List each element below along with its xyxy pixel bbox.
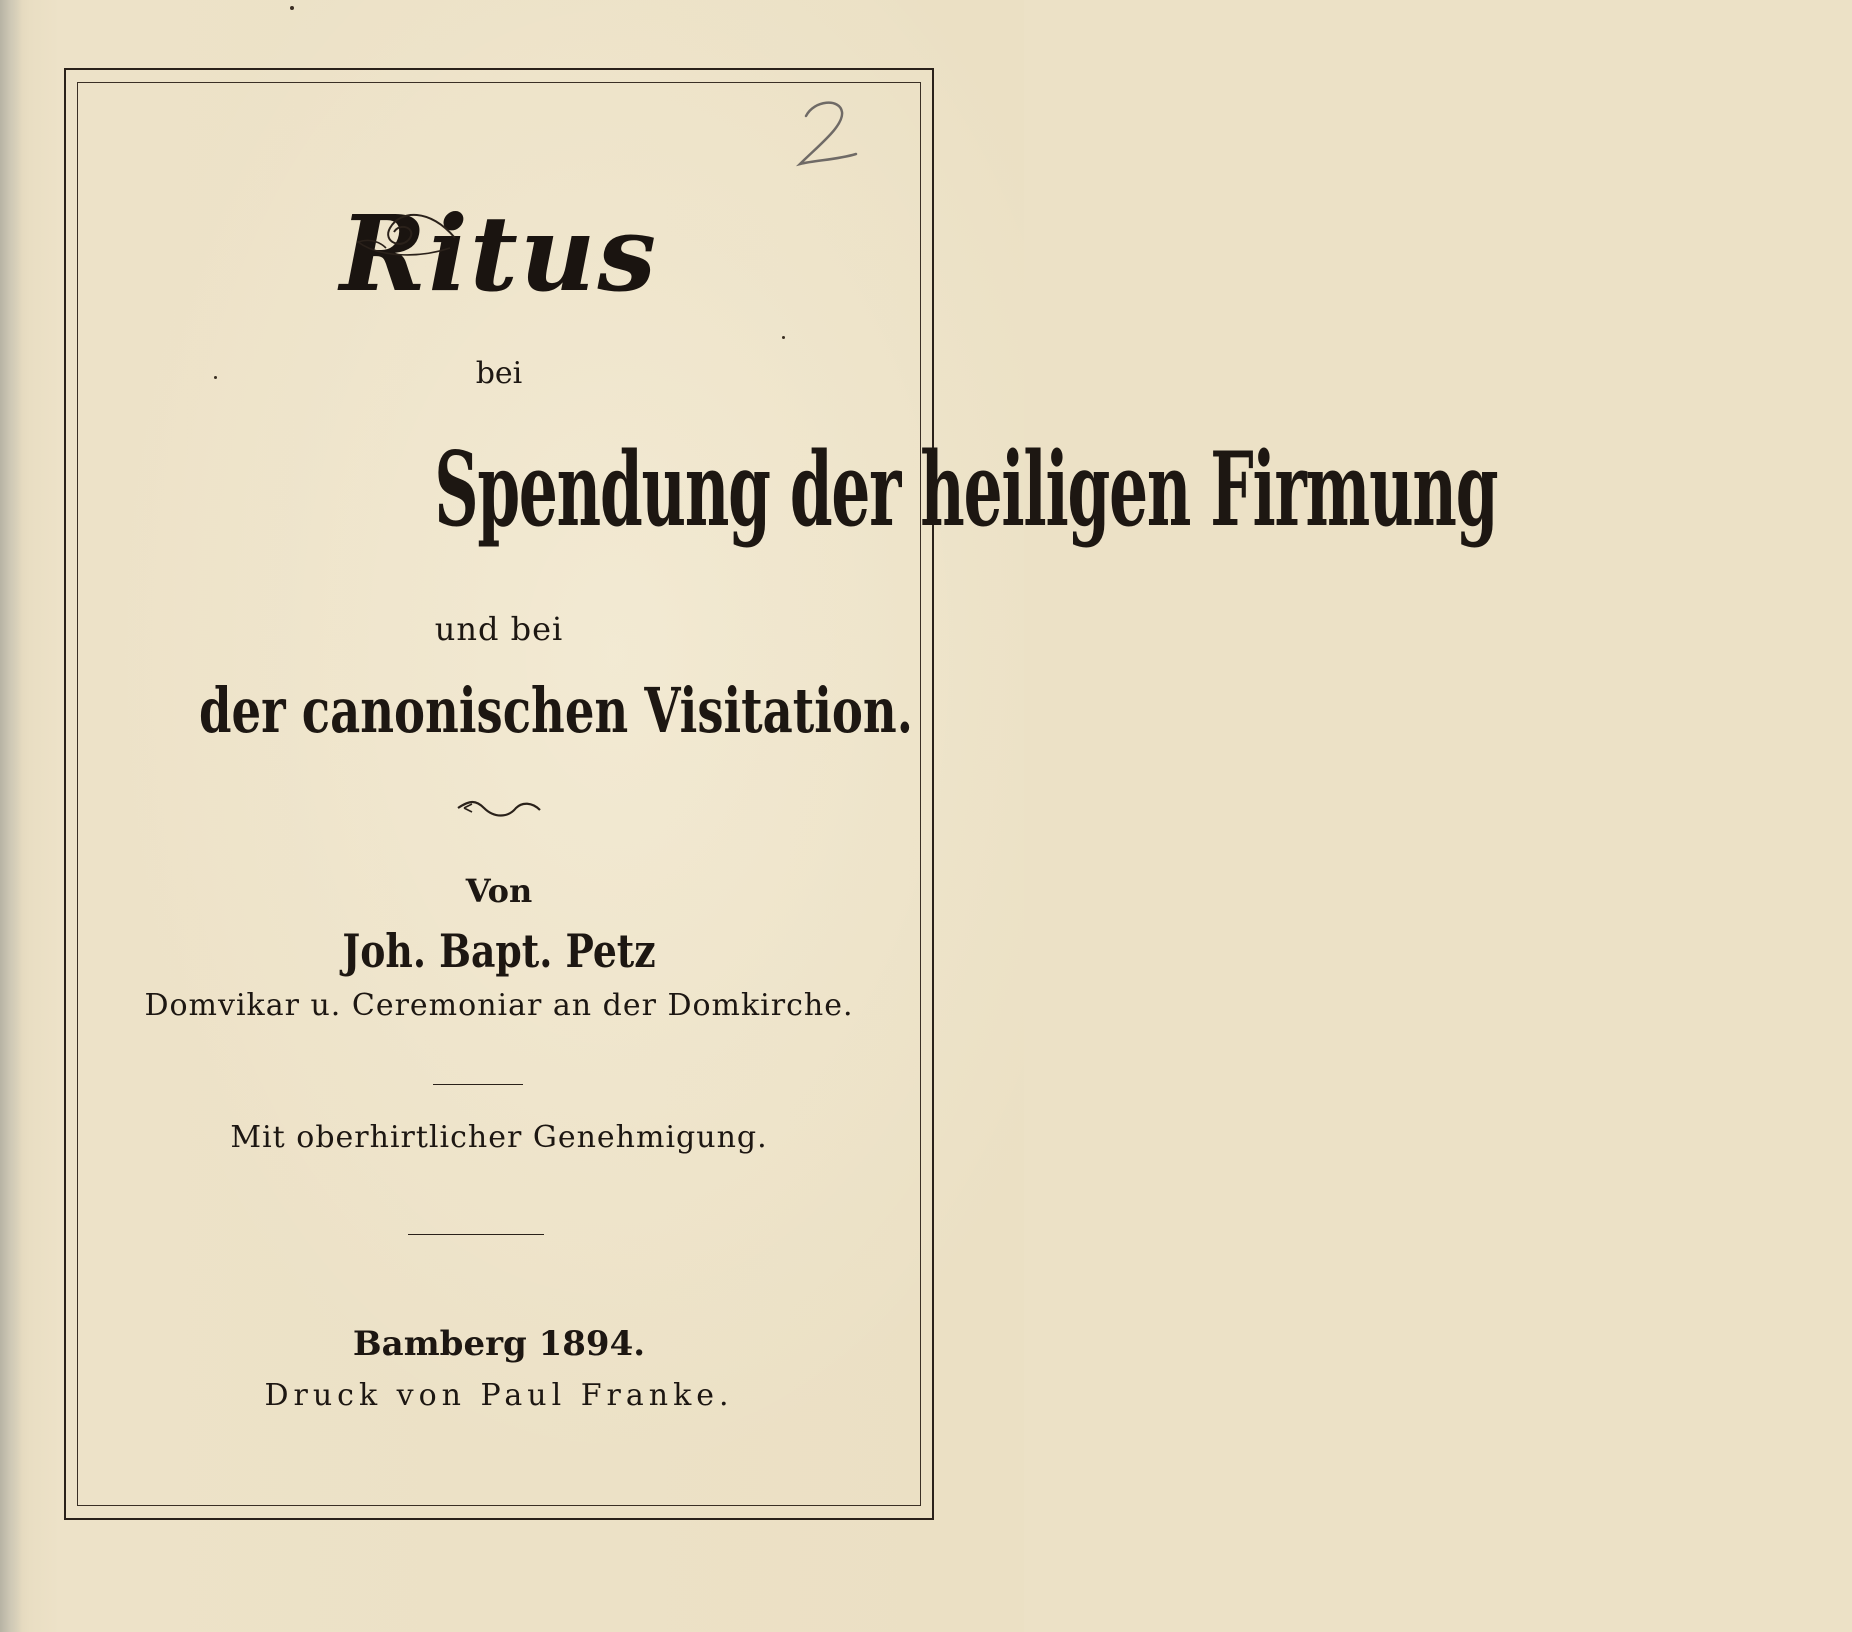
connector-bei: bei xyxy=(475,356,523,391)
subtitle xyxy=(80,674,918,747)
paper-speck xyxy=(782,336,785,339)
imprint-printer: Druck von Paul Franke. xyxy=(264,1378,734,1413)
author-affiliation: Domvikar u. Ceremoniar an der Domkirche. xyxy=(144,988,854,1023)
subtitle-text: der canonischen Visitation. xyxy=(198,674,913,747)
main-title xyxy=(80,430,1498,550)
connector-und-bei: und bei xyxy=(434,610,564,648)
paper-speck xyxy=(290,6,294,10)
approval-note: Mit oberhirtlicher Genehmigung. xyxy=(230,1120,768,1155)
author-name-text: Joh. Bapt. Petz xyxy=(342,924,656,978)
title-flourish-left xyxy=(350,198,460,278)
binding-edge xyxy=(0,0,22,1632)
by-label: Von xyxy=(465,872,533,910)
author-name xyxy=(80,924,918,978)
ornament-flourish xyxy=(454,796,544,820)
divider-rule-1 xyxy=(433,1084,523,1085)
paper-speck xyxy=(214,376,217,379)
divider-rule-2 xyxy=(408,1234,544,1235)
imprint-place-year: Bamberg 1894. xyxy=(352,1324,646,1364)
title-ritus-text: Ritus xyxy=(339,192,659,315)
title-page-content xyxy=(80,84,1498,1504)
main-title-text: Spendung der heiligen Firmung xyxy=(434,430,1498,550)
title-ritus xyxy=(80,192,918,315)
ornament-divider xyxy=(80,796,918,820)
